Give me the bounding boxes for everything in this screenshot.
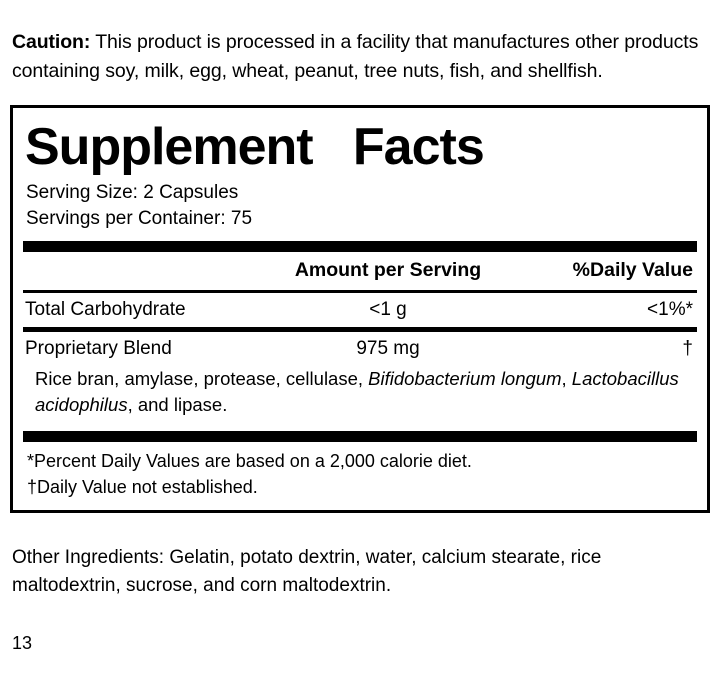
blend-line2-italic: Lactobacillus acidophilus [35,368,679,415]
nutrient-name: Proprietary Blend [25,338,172,359]
supplement-facts-panel [10,105,710,513]
footnote-daily-values: *Percent Daily Values are based on a 2,000 calorie diet. [27,451,472,471]
servings-per-container: Servings per Container: 75 [26,208,253,229]
table-header-row [23,252,697,290]
nutrient-name: Total Carbohydrate [25,299,186,320]
nutrient-daily-value: † [682,338,693,359]
caution-text: This product is processed in a facility that manufactures other products containing soy, milk, egg, wheat, peanut, tree nuts, fish, and shellfish. [12,30,699,82]
blend-line1-post: , [561,368,567,389]
blend-line1-italic: Bifidobacterium longum [368,368,562,389]
footnote-dagger: †Daily Value not established. [27,477,258,497]
blend-line1-pre: Rice bran, amylase, protease, cellulase, [35,368,369,389]
other-ingredients: Other Ingredients: Gelatin, potato dextrin, water, calcium stearate, rice maltodextrin, sucrose, and corn maltodextrin. [12,547,602,596]
supplement-facts-title: Supplement Facts [25,118,484,176]
table-row [23,332,697,366]
divider-thick-top [23,241,697,252]
divider-thick-bottom [23,431,697,442]
page-number: 13 [12,633,33,653]
blend-line2-post: , and lipase. [127,394,228,415]
nutrient-amount: 975 mg [356,338,420,359]
caution-label: Caution: [12,30,91,53]
table-row [23,293,697,327]
proprietary-blend-ingredients [23,366,697,422]
nutrient-daily-value: <1%* [647,299,693,320]
header-amount-per-serving: Amount per Serving [294,259,482,281]
label-page [0,20,720,674]
header-daily-value: %Daily Value [572,259,693,281]
nutrient-amount: <1 g [369,299,407,320]
caution-statement [8,20,712,86]
serving-size: Serving Size: 2 Capsules [26,182,239,203]
